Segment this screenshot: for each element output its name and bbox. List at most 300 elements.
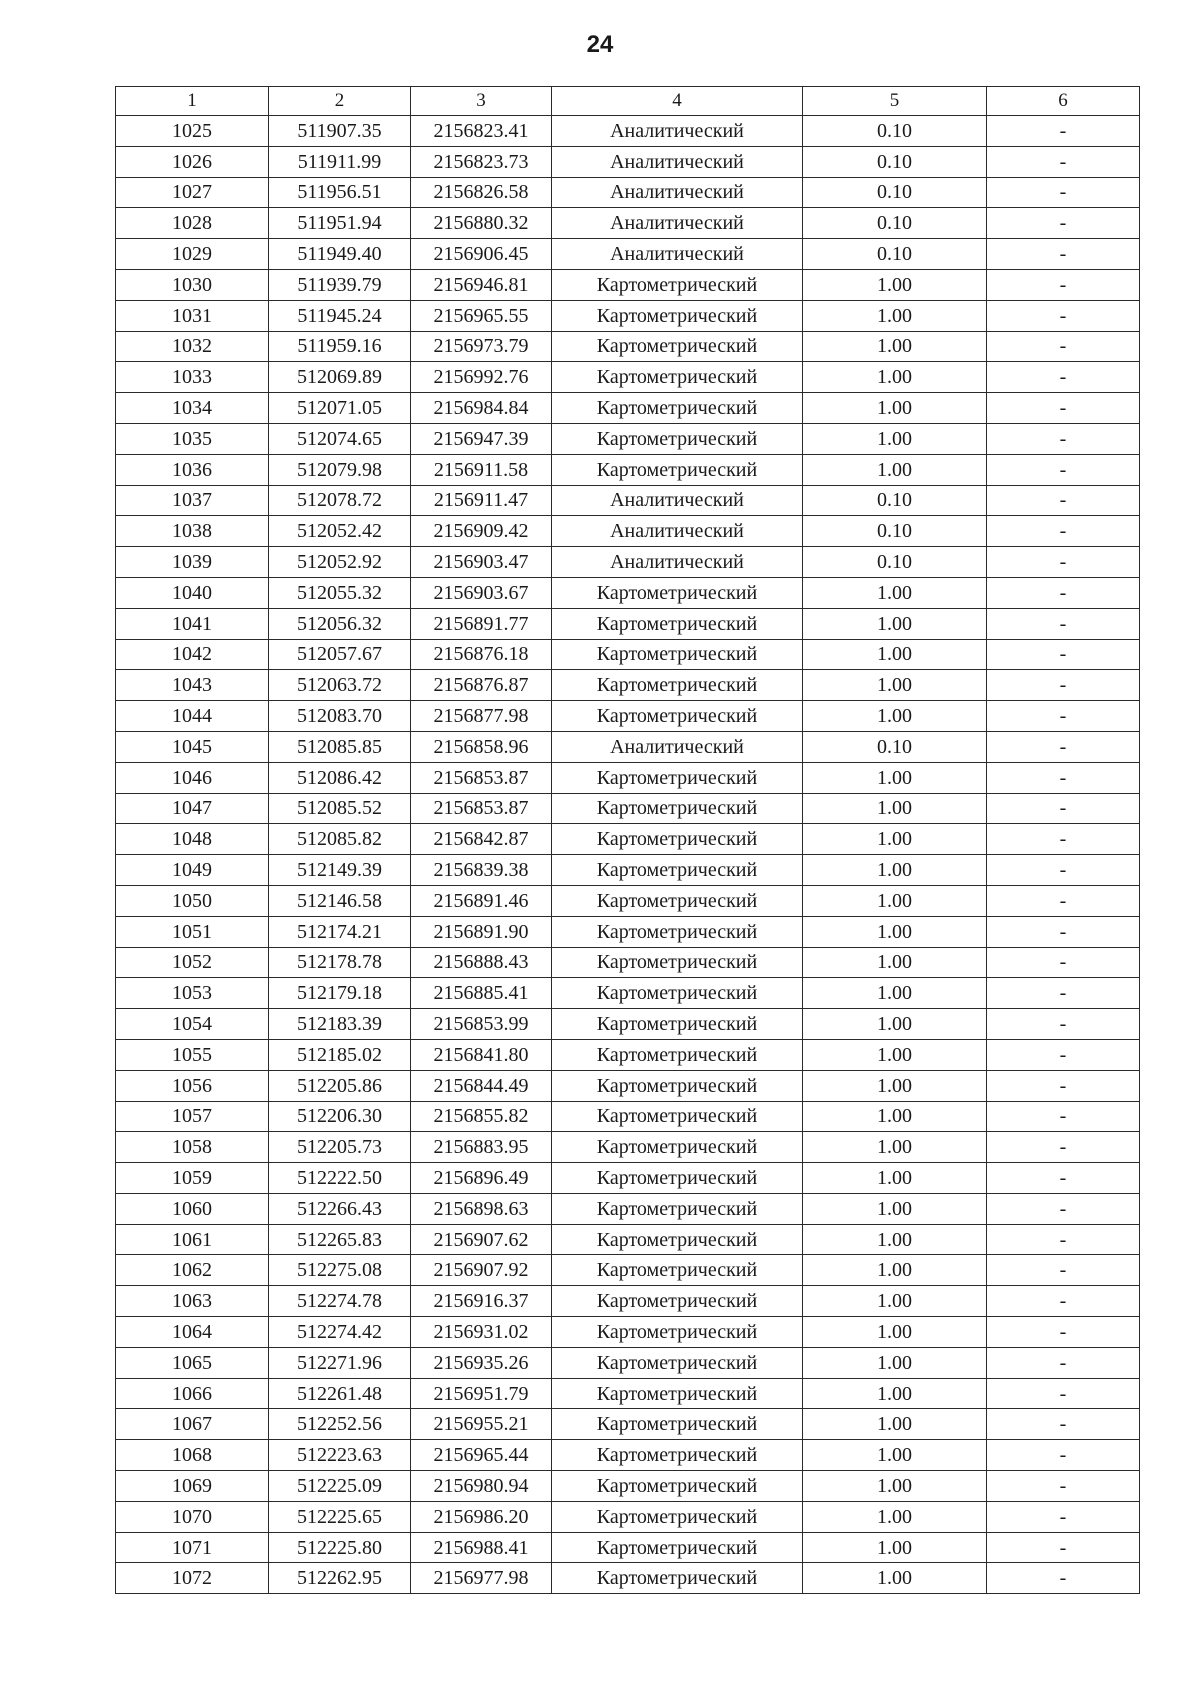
description-cell: -: [987, 1347, 1140, 1378]
table-body: [116, 116, 1140, 1594]
y-coordinate-cell: 2156853.87: [411, 793, 552, 824]
point-number-cell: 1050: [116, 885, 269, 916]
y-coordinate-cell: 2156888.43: [411, 947, 552, 978]
y-coordinate-cell: 2156907.62: [411, 1224, 552, 1255]
accuracy-cell: 1.00: [803, 793, 987, 824]
description-cell: -: [987, 1409, 1140, 1440]
description-cell: -: [987, 885, 1140, 916]
accuracy-cell: 0.10: [803, 485, 987, 516]
description-cell: -: [987, 362, 1140, 393]
determination-method-cell: Картометрический: [552, 885, 803, 916]
x-coordinate-cell: 512052.42: [269, 516, 411, 547]
x-coordinate-cell: 512086.42: [269, 762, 411, 793]
y-coordinate-cell: 2156946.81: [411, 269, 552, 300]
point-number-cell: 1052: [116, 947, 269, 978]
point-number-cell: 1030: [116, 269, 269, 300]
point-number-cell: 1057: [116, 1101, 269, 1132]
x-coordinate-cell: 512275.08: [269, 1255, 411, 1286]
y-coordinate-cell: 2156855.82: [411, 1101, 552, 1132]
y-coordinate-cell: 2156935.26: [411, 1347, 552, 1378]
determination-method-cell: Картометрический: [552, 1255, 803, 1286]
determination-method-cell: Картометрический: [552, 269, 803, 300]
description-cell: -: [987, 485, 1140, 516]
description-cell: -: [987, 916, 1140, 947]
determination-method-cell: Картометрический: [552, 1440, 803, 1471]
x-coordinate-cell: 511949.40: [269, 239, 411, 270]
table-row: [116, 978, 1140, 1009]
accuracy-cell: 1.00: [803, 1501, 987, 1532]
y-coordinate-cell: 2156911.58: [411, 454, 552, 485]
accuracy-cell: 0.10: [803, 516, 987, 547]
table-row: [116, 393, 1140, 424]
description-cell: -: [987, 1255, 1140, 1286]
point-number-cell: 1070: [116, 1501, 269, 1532]
table-row: [116, 701, 1140, 732]
accuracy-cell: 1.00: [803, 269, 987, 300]
determination-method-cell: Картометрический: [552, 1347, 803, 1378]
accuracy-cell: 1.00: [803, 1132, 987, 1163]
table-row: [116, 1409, 1140, 1440]
accuracy-cell: 1.00: [803, 670, 987, 701]
accuracy-cell: 1.00: [803, 1532, 987, 1563]
point-number-cell: 1045: [116, 731, 269, 762]
point-number-cell: 1028: [116, 208, 269, 239]
table-row: [116, 146, 1140, 177]
x-coordinate-cell: 512071.05: [269, 393, 411, 424]
accuracy-cell: 1.00: [803, 1255, 987, 1286]
x-coordinate-cell: 512083.70: [269, 701, 411, 732]
y-coordinate-cell: 2156898.63: [411, 1193, 552, 1224]
y-coordinate-cell: 2156891.46: [411, 885, 552, 916]
determination-method-cell: Картометрический: [552, 978, 803, 1009]
x-coordinate-cell: 512052.92: [269, 547, 411, 578]
table-row: [116, 547, 1140, 578]
table-row: [116, 1193, 1140, 1224]
x-coordinate-cell: 512266.43: [269, 1193, 411, 1224]
y-coordinate-cell: 2156986.20: [411, 1501, 552, 1532]
header-row: [116, 87, 1140, 116]
x-coordinate-cell: 512225.09: [269, 1471, 411, 1502]
description-cell: -: [987, 454, 1140, 485]
determination-method-cell: Картометрический: [552, 1009, 803, 1040]
x-coordinate-cell: 512085.85: [269, 731, 411, 762]
point-number-cell: 1068: [116, 1440, 269, 1471]
accuracy-cell: 1.00: [803, 1009, 987, 1040]
point-number-cell: 1035: [116, 423, 269, 454]
x-coordinate-cell: 512085.82: [269, 824, 411, 855]
accuracy-cell: 1.00: [803, 423, 987, 454]
y-coordinate-cell: 2156896.49: [411, 1163, 552, 1194]
accuracy-cell: 1.00: [803, 608, 987, 639]
table-row: [116, 1039, 1140, 1070]
determination-method-cell: Картометрический: [552, 855, 803, 886]
description-cell: -: [987, 577, 1140, 608]
description-cell: -: [987, 947, 1140, 978]
point-number-cell: 1053: [116, 978, 269, 1009]
y-coordinate-cell: 2156911.47: [411, 485, 552, 516]
point-number-cell: 1026: [116, 146, 269, 177]
point-number-cell: 1033: [116, 362, 269, 393]
determination-method-cell: Картометрический: [552, 1501, 803, 1532]
determination-method-cell: Картометрический: [552, 1163, 803, 1194]
accuracy-cell: 1.00: [803, 885, 987, 916]
determination-method-cell: Аналитический: [552, 177, 803, 208]
table-row: [116, 608, 1140, 639]
determination-method-cell: Картометрический: [552, 1193, 803, 1224]
determination-method-cell: Картометрический: [552, 1039, 803, 1070]
accuracy-cell: 1.00: [803, 1193, 987, 1224]
point-number-cell: 1046: [116, 762, 269, 793]
y-coordinate-cell: 2156947.39: [411, 423, 552, 454]
determination-method-cell: Аналитический: [552, 146, 803, 177]
determination-method-cell: Картометрический: [552, 701, 803, 732]
x-coordinate-cell: 512222.50: [269, 1163, 411, 1194]
accuracy-cell: 1.00: [803, 762, 987, 793]
y-coordinate-cell: 2156883.95: [411, 1132, 552, 1163]
accuracy-cell: 0.10: [803, 116, 987, 147]
description-cell: -: [987, 208, 1140, 239]
table-row: [116, 177, 1140, 208]
col-4-header: 4: [552, 87, 803, 116]
point-number-cell: 1029: [116, 239, 269, 270]
table-row: [116, 1255, 1140, 1286]
determination-method-cell: Картометрический: [552, 1563, 803, 1594]
table-row: [116, 423, 1140, 454]
y-coordinate-cell: 2156839.38: [411, 855, 552, 886]
description-cell: -: [987, 793, 1140, 824]
determination-method-cell: Картометрический: [552, 454, 803, 485]
accuracy-cell: 1.00: [803, 1409, 987, 1440]
x-coordinate-cell: 512205.73: [269, 1132, 411, 1163]
x-coordinate-cell: 512265.83: [269, 1224, 411, 1255]
x-coordinate-cell: 512057.67: [269, 639, 411, 670]
accuracy-cell: 0.10: [803, 731, 987, 762]
determination-method-cell: Аналитический: [552, 547, 803, 578]
description-cell: -: [987, 670, 1140, 701]
table-row: [116, 331, 1140, 362]
x-coordinate-cell: 512223.63: [269, 1440, 411, 1471]
point-number-cell: 1027: [116, 177, 269, 208]
point-number-cell: 1060: [116, 1193, 269, 1224]
table-row: [116, 793, 1140, 824]
description-cell: -: [987, 762, 1140, 793]
determination-method-cell: Аналитический: [552, 239, 803, 270]
y-coordinate-cell: 2156977.98: [411, 1563, 552, 1594]
y-coordinate-cell: 2156903.47: [411, 547, 552, 578]
point-number-cell: 1025: [116, 116, 269, 147]
accuracy-cell: 1.00: [803, 639, 987, 670]
determination-method-cell: Картометрический: [552, 1471, 803, 1502]
accuracy-cell: 1.00: [803, 1563, 987, 1594]
determination-method-cell: Картометрический: [552, 1286, 803, 1317]
accuracy-cell: 1.00: [803, 1039, 987, 1070]
table-row: [116, 1009, 1140, 1040]
determination-method-cell: Аналитический: [552, 116, 803, 147]
point-number-cell: 1034: [116, 393, 269, 424]
point-number-cell: 1063: [116, 1286, 269, 1317]
y-coordinate-cell: 2156842.87: [411, 824, 552, 855]
x-coordinate-cell: 512262.95: [269, 1563, 411, 1594]
y-coordinate-cell: 2156965.55: [411, 300, 552, 331]
description-cell: -: [987, 1378, 1140, 1409]
table-row: [116, 670, 1140, 701]
x-coordinate-cell: 511939.79: [269, 269, 411, 300]
table-row: [116, 362, 1140, 393]
determination-method-cell: Картометрический: [552, 393, 803, 424]
accuracy-cell: 1.00: [803, 947, 987, 978]
point-number-cell: 1056: [116, 1070, 269, 1101]
point-number-cell: 1067: [116, 1409, 269, 1440]
determination-method-cell: Картометрический: [552, 824, 803, 855]
description-cell: -: [987, 824, 1140, 855]
table-row: [116, 1132, 1140, 1163]
description-cell: -: [987, 731, 1140, 762]
accuracy-cell: 1.00: [803, 577, 987, 608]
description-cell: -: [987, 1563, 1140, 1594]
table-row: [116, 208, 1140, 239]
table-row: [116, 1532, 1140, 1563]
y-coordinate-cell: 2156906.45: [411, 239, 552, 270]
point-number-cell: 1066: [116, 1378, 269, 1409]
point-number-cell: 1062: [116, 1255, 269, 1286]
x-coordinate-cell: 511956.51: [269, 177, 411, 208]
description-cell: -: [987, 1532, 1140, 1563]
table-row: [116, 1163, 1140, 1194]
table-row: [116, 855, 1140, 886]
table-row: [116, 916, 1140, 947]
accuracy-cell: 1.00: [803, 916, 987, 947]
table-row: [116, 639, 1140, 670]
x-coordinate-cell: 512069.89: [269, 362, 411, 393]
x-coordinate-cell: 511911.99: [269, 146, 411, 177]
table-row: [116, 577, 1140, 608]
point-number-cell: 1071: [116, 1532, 269, 1563]
accuracy-cell: 1.00: [803, 362, 987, 393]
determination-method-cell: Картометрический: [552, 947, 803, 978]
description-cell: -: [987, 1132, 1140, 1163]
description-cell: -: [987, 116, 1140, 147]
y-coordinate-cell: 2156909.42: [411, 516, 552, 547]
determination-method-cell: Картометрический: [552, 1132, 803, 1163]
accuracy-cell: 1.00: [803, 824, 987, 855]
accuracy-cell: 0.10: [803, 146, 987, 177]
table-row: [116, 1070, 1140, 1101]
accuracy-cell: 1.00: [803, 1440, 987, 1471]
y-coordinate-cell: 2156916.37: [411, 1286, 552, 1317]
point-number-cell: 1069: [116, 1471, 269, 1502]
coordinates-table: [115, 86, 1140, 1594]
x-coordinate-cell: 512174.21: [269, 916, 411, 947]
point-number-cell: 1038: [116, 516, 269, 547]
table-row: [116, 454, 1140, 485]
table-row: [116, 516, 1140, 547]
x-coordinate-cell: 512225.65: [269, 1501, 411, 1532]
point-number-cell: 1061: [116, 1224, 269, 1255]
table-row: [116, 947, 1140, 978]
determination-method-cell: Картометрический: [552, 1378, 803, 1409]
description-cell: -: [987, 1101, 1140, 1132]
x-coordinate-cell: 512056.32: [269, 608, 411, 639]
description-cell: -: [987, 1039, 1140, 1070]
description-cell: -: [987, 393, 1140, 424]
description-cell: -: [987, 1009, 1140, 1040]
description-cell: -: [987, 701, 1140, 732]
x-coordinate-cell: 512146.58: [269, 885, 411, 916]
description-cell: -: [987, 608, 1140, 639]
y-coordinate-cell: 2156980.94: [411, 1471, 552, 1502]
point-number-cell: 1058: [116, 1132, 269, 1163]
description-cell: -: [987, 1193, 1140, 1224]
accuracy-cell: 0.10: [803, 177, 987, 208]
description-cell: -: [987, 146, 1140, 177]
x-coordinate-cell: 512063.72: [269, 670, 411, 701]
x-coordinate-cell: 511945.24: [269, 300, 411, 331]
point-number-cell: 1037: [116, 485, 269, 516]
x-coordinate-cell: 512274.78: [269, 1286, 411, 1317]
table-row: [116, 1471, 1140, 1502]
point-number-cell: 1041: [116, 608, 269, 639]
y-coordinate-cell: 2156891.77: [411, 608, 552, 639]
y-coordinate-cell: 2156992.76: [411, 362, 552, 393]
table-row: [116, 239, 1140, 270]
description-cell: -: [987, 547, 1140, 578]
x-coordinate-cell: 512225.80: [269, 1532, 411, 1563]
table-row: [116, 885, 1140, 916]
y-coordinate-cell: 2156965.44: [411, 1440, 552, 1471]
determination-method-cell: Аналитический: [552, 208, 803, 239]
y-coordinate-cell: 2156853.87: [411, 762, 552, 793]
y-coordinate-cell: 2156876.87: [411, 670, 552, 701]
y-coordinate-cell: 2156880.32: [411, 208, 552, 239]
y-coordinate-cell: 2156823.73: [411, 146, 552, 177]
determination-method-cell: Картометрический: [552, 916, 803, 947]
x-coordinate-cell: 512274.42: [269, 1317, 411, 1348]
accuracy-cell: 1.00: [803, 855, 987, 886]
description-cell: -: [987, 300, 1140, 331]
table-row: [116, 731, 1140, 762]
description-cell: -: [987, 1163, 1140, 1194]
point-number-cell: 1042: [116, 639, 269, 670]
x-coordinate-cell: 512179.18: [269, 978, 411, 1009]
accuracy-cell: 1.00: [803, 1101, 987, 1132]
table-row: [116, 1101, 1140, 1132]
table-row: [116, 762, 1140, 793]
accuracy-cell: 1.00: [803, 1224, 987, 1255]
accuracy-cell: 1.00: [803, 454, 987, 485]
x-coordinate-cell: 511907.35: [269, 116, 411, 147]
col-3-header: 3: [411, 87, 552, 116]
accuracy-cell: 0.10: [803, 208, 987, 239]
description-cell: -: [987, 978, 1140, 1009]
table-row: [116, 269, 1140, 300]
point-number-cell: 1064: [116, 1317, 269, 1348]
table-row: [116, 824, 1140, 855]
accuracy-cell: 1.00: [803, 393, 987, 424]
description-cell: -: [987, 1471, 1140, 1502]
point-number-cell: 1047: [116, 793, 269, 824]
x-coordinate-cell: 512271.96: [269, 1347, 411, 1378]
y-coordinate-cell: 2156853.99: [411, 1009, 552, 1040]
determination-method-cell: Картометрический: [552, 1409, 803, 1440]
point-number-cell: 1072: [116, 1563, 269, 1594]
point-number-cell: 1065: [116, 1347, 269, 1378]
y-coordinate-cell: 2156877.98: [411, 701, 552, 732]
determination-method-cell: Картометрический: [552, 423, 803, 454]
accuracy-cell: 1.00: [803, 1070, 987, 1101]
description-cell: -: [987, 177, 1140, 208]
table-row: [116, 116, 1140, 147]
point-number-cell: 1055: [116, 1039, 269, 1070]
accuracy-cell: 1.00: [803, 1471, 987, 1502]
x-coordinate-cell: 512085.52: [269, 793, 411, 824]
page-number: 24: [586, 31, 614, 58]
x-coordinate-cell: 511951.94: [269, 208, 411, 239]
x-coordinate-cell: 512078.72: [269, 485, 411, 516]
x-coordinate-cell: 512185.02: [269, 1039, 411, 1070]
determination-method-cell: Картометрический: [552, 577, 803, 608]
y-coordinate-cell: 2156841.80: [411, 1039, 552, 1070]
determination-method-cell: Картометрический: [552, 1317, 803, 1348]
table-row: [116, 1317, 1140, 1348]
table-row: [116, 1224, 1140, 1255]
determination-method-cell: Картометрический: [552, 1101, 803, 1132]
description-cell: -: [987, 1501, 1140, 1532]
determination-method-cell: Картометрический: [552, 1532, 803, 1563]
determination-method-cell: Картометрический: [552, 762, 803, 793]
y-coordinate-cell: 2156955.21: [411, 1409, 552, 1440]
description-cell: -: [987, 269, 1140, 300]
col-1-header: 1: [116, 87, 269, 116]
col-6-header: 6: [987, 87, 1140, 116]
accuracy-cell: 1.00: [803, 1163, 987, 1194]
point-number-cell: 1040: [116, 577, 269, 608]
x-coordinate-cell: 512205.86: [269, 1070, 411, 1101]
determination-method-cell: Картометрический: [552, 300, 803, 331]
description-cell: -: [987, 331, 1140, 362]
description-cell: -: [987, 1317, 1140, 1348]
x-coordinate-cell: 512183.39: [269, 1009, 411, 1040]
description-cell: -: [987, 855, 1140, 886]
accuracy-cell: 1.00: [803, 701, 987, 732]
x-coordinate-cell: 512206.30: [269, 1101, 411, 1132]
point-number-cell: 1039: [116, 547, 269, 578]
accuracy-cell: 1.00: [803, 1286, 987, 1317]
table-row: [116, 300, 1140, 331]
y-coordinate-cell: 2156907.92: [411, 1255, 552, 1286]
table-row: [116, 1347, 1140, 1378]
x-coordinate-cell: 512079.98: [269, 454, 411, 485]
accuracy-cell: 0.10: [803, 547, 987, 578]
y-coordinate-cell: 2156891.90: [411, 916, 552, 947]
point-number-cell: 1048: [116, 824, 269, 855]
y-coordinate-cell: 2156823.41: [411, 116, 552, 147]
table-row: [116, 1501, 1140, 1532]
y-coordinate-cell: 2156826.58: [411, 177, 552, 208]
point-number-cell: 1049: [116, 855, 269, 886]
x-coordinate-cell: 512074.65: [269, 423, 411, 454]
col-5-header: 5: [803, 87, 987, 116]
x-coordinate-cell: 512149.39: [269, 855, 411, 886]
accuracy-cell: 1.00: [803, 978, 987, 1009]
description-cell: -: [987, 239, 1140, 270]
description-cell: -: [987, 1440, 1140, 1471]
determination-method-cell: Аналитический: [552, 731, 803, 762]
table-row: [116, 1286, 1140, 1317]
y-coordinate-cell: 2156885.41: [411, 978, 552, 1009]
determination-method-cell: Картометрический: [552, 1070, 803, 1101]
y-coordinate-cell: 2156844.49: [411, 1070, 552, 1101]
y-coordinate-cell: 2156876.18: [411, 639, 552, 670]
